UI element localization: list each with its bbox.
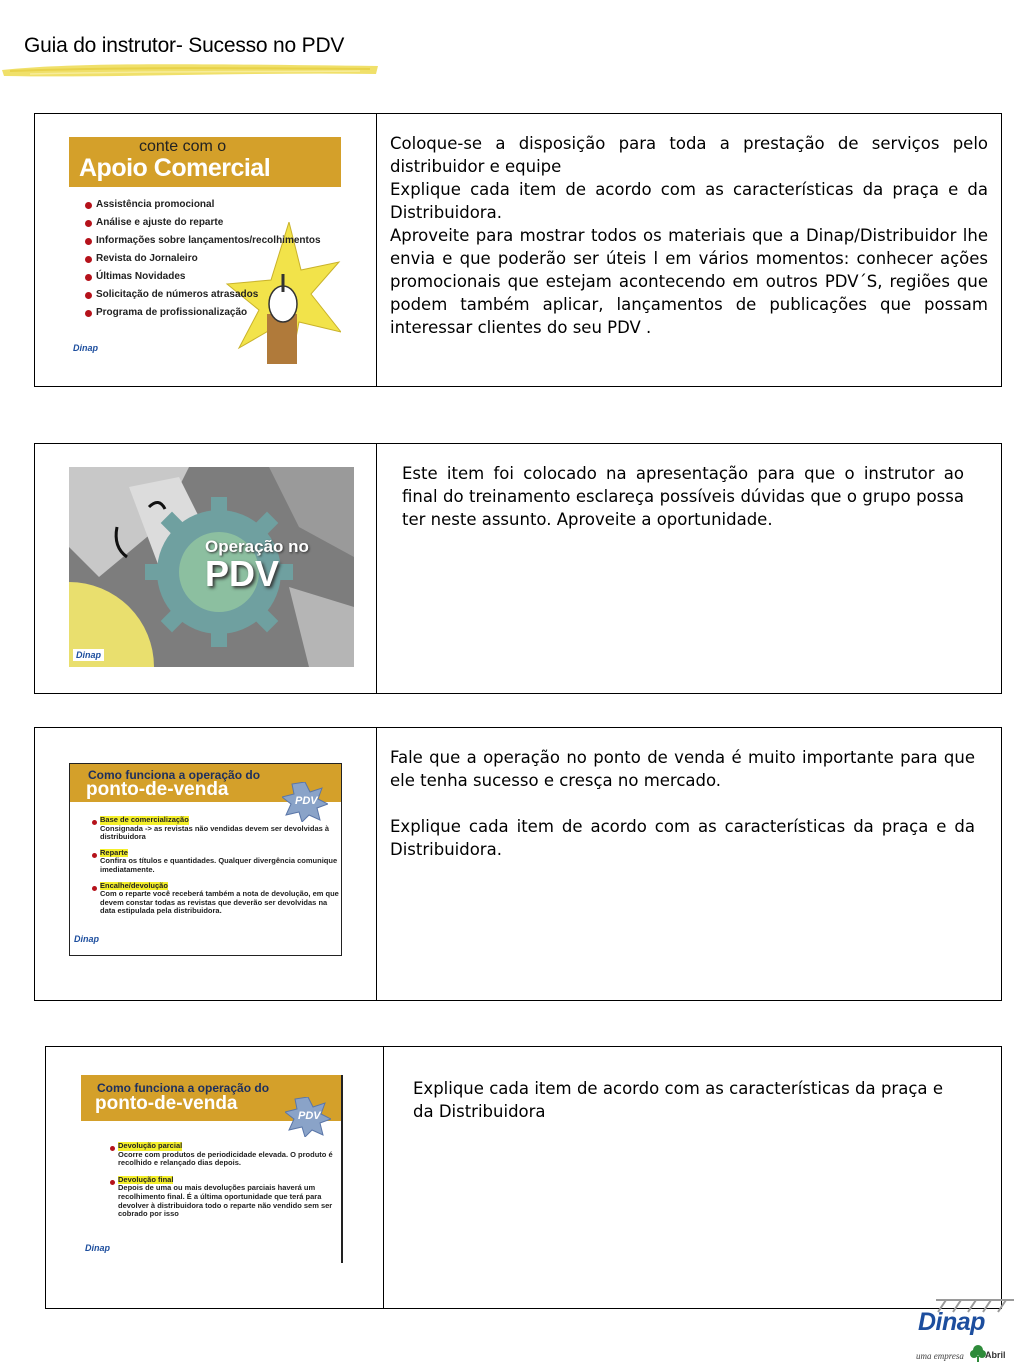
slide-item <box>100 849 340 875</box>
slide-item <box>118 1142 338 1168</box>
slide-title-banner <box>69 137 341 187</box>
bullet-dot <box>85 202 92 209</box>
pdv-badge-label: PDV <box>295 795 318 807</box>
slide-ponto-de-venda-1 <box>69 763 342 956</box>
slide-bullet: Informações sobre lançamentos/recolhimentos <box>85 235 341 253</box>
slide-items <box>100 816 340 916</box>
item-head: Base de comercialização <box>100 815 189 824</box>
slide-line1: Operação no <box>205 537 309 556</box>
slide-thumbnail-cell <box>35 114 377 386</box>
slide-card-4 <box>45 1046 1002 1309</box>
bullet-dot <box>85 310 92 317</box>
slide-item <box>118 1176 338 1219</box>
slide-bullet: Programa de profissionalização <box>85 307 341 325</box>
slide-thumbnail-cell <box>35 444 377 693</box>
slide-bullet: Assistência promocional <box>85 199 341 217</box>
instructor-notes <box>390 746 975 861</box>
bullet-dot <box>85 274 92 281</box>
instructor-notes <box>390 132 988 339</box>
slide-title-big: ponto-de-venda <box>86 779 229 800</box>
slide-item <box>100 816 340 842</box>
note-paragraph: Aproveite para mostrar todos os materiais que a Dinap/Distribuidor lhe envia e que poderão ser úteis l em vários momentos: conhecer ações promocionais que estejam acontecendo em outros PDV´S, regiões que podem também aplicar, lançamentos de publicações que possam interessar clientes do seu PDV . <box>390 226 988 337</box>
slide-line2: PDV <box>205 553 280 594</box>
slide-title-small: conte com o <box>139 138 227 155</box>
slide-items <box>118 1142 338 1219</box>
notes-cell <box>377 728 1001 1000</box>
item-body: Consignada -> as revistas não vendidas devem ser devolvidas à distribuidora <box>100 823 330 842</box>
instructor-notes <box>413 1077 943 1123</box>
slide-operacao-pdv <box>69 467 354 667</box>
bullet-dot <box>92 820 97 825</box>
slide-bullet: Solicitação de números atrasados <box>85 289 341 307</box>
slide-title-small: Como funciona a operação do <box>97 1081 270 1095</box>
pdv-badge-label: PDV <box>298 1110 321 1122</box>
slide-title-small: Como funciona a operação do <box>88 768 261 782</box>
dinap-mini-logo: Dinap <box>73 343 99 353</box>
notes-cell <box>377 444 1001 693</box>
note-paragraph: Coloque-se a disposição para toda a prestação de serviços pelo distribuidor e equipe <box>390 134 988 176</box>
brush-underline <box>0 58 380 80</box>
abril-tree-icon <box>970 1345 986 1362</box>
note-paragraph: Fale que a operação no ponto de venda é muito importante para que ele tenha sucesso e cresça no mercado. <box>390 748 975 790</box>
notes-cell <box>377 114 1001 386</box>
page-title: Guia do instrutor- Sucesso no PDV <box>24 34 345 57</box>
slide-bullet-list <box>85 199 341 325</box>
bullet-dot <box>85 220 92 227</box>
note-paragraph: Explique cada item de acordo com as características da praça e da Distribuidora. <box>390 817 975 859</box>
dinap-footer-logo <box>916 1298 1014 1364</box>
slide-bullet: Últimas Novidades <box>85 271 341 289</box>
slide-card-3 <box>34 727 1002 1001</box>
note-paragraph: Este item foi colocado na apresentação para que o instrutor ao final do treinamento esclareça possíveis dúvidas que o grupo possa ter neste assunto. Aproveite a oportunidade. <box>402 464 964 529</box>
slide-title-big: Apoio Comercial <box>79 154 271 182</box>
dinap-mini-logo: Dinap <box>85 1243 111 1253</box>
slide-thumbnail-cell <box>35 728 377 1000</box>
item-body: Ocorre com produtos de periodicidade elevada. O produto é recolhido e relançado dias depois. <box>118 1149 333 1168</box>
bullet-dot <box>85 256 92 263</box>
slide-card-1 <box>34 113 1002 387</box>
instructor-notes <box>402 462 964 531</box>
footer-parent-brand: Abril <box>985 1350 1006 1360</box>
slide-apoio-comercial <box>69 137 341 364</box>
slide-title-big: ponto-de-venda <box>95 1093 238 1114</box>
slide-bullet: Revista do Jornaleiro <box>85 253 341 271</box>
bullet-dot <box>92 886 97 891</box>
item-body: Depois de uma ou mais devoluções parciais haverá um recolhimento final. É a última oportunidade que terá para devolver à distribuidora todo o reparte não vendido sem ser cobrado por isso <box>118 1183 333 1219</box>
note-paragraph: Explique cada item de acordo com as características da praça e da Distribuidora <box>413 1079 943 1121</box>
bullet-dot <box>85 292 92 299</box>
item-head: Reparte <box>100 847 128 857</box>
dinap-mini-logo: Dinap <box>74 934 100 944</box>
bullet-dot <box>92 853 97 858</box>
item-body: Com o reparte você receberá também a nota de devolução, em que devem constar todas as revistas que deverão ser devolvidas na data estipulada pela distribuidora. <box>100 889 339 916</box>
footer-tagline: uma empresa <box>916 1351 964 1361</box>
slide-ponto-de-venda-2 <box>81 1075 343 1263</box>
slide-bullet: Análise e ajuste do reparte <box>85 217 341 235</box>
slide-item <box>100 882 340 916</box>
bullet-dot <box>110 1146 115 1151</box>
slide-thumbnail-cell <box>46 1047 384 1308</box>
item-head: Devolução parcial <box>118 1141 183 1150</box>
note-paragraph: Explique cada item de acordo com as características da praça e da Distribuidora. <box>390 180 988 222</box>
item-body: Confira os títulos e quantidades. Qualquer divergência comunique imediatamente. <box>100 856 338 874</box>
item-head: Devolução final <box>118 1174 174 1184</box>
slide-card-2 <box>34 443 1002 694</box>
item-head: Encalhe/devolução <box>100 880 168 890</box>
footer-brand: Dinap <box>918 1308 985 1336</box>
bullet-dot <box>85 238 92 245</box>
bullet-dot <box>110 1180 115 1185</box>
notes-cell <box>384 1047 1001 1308</box>
dinap-mini-logo: Dinap <box>73 649 104 661</box>
